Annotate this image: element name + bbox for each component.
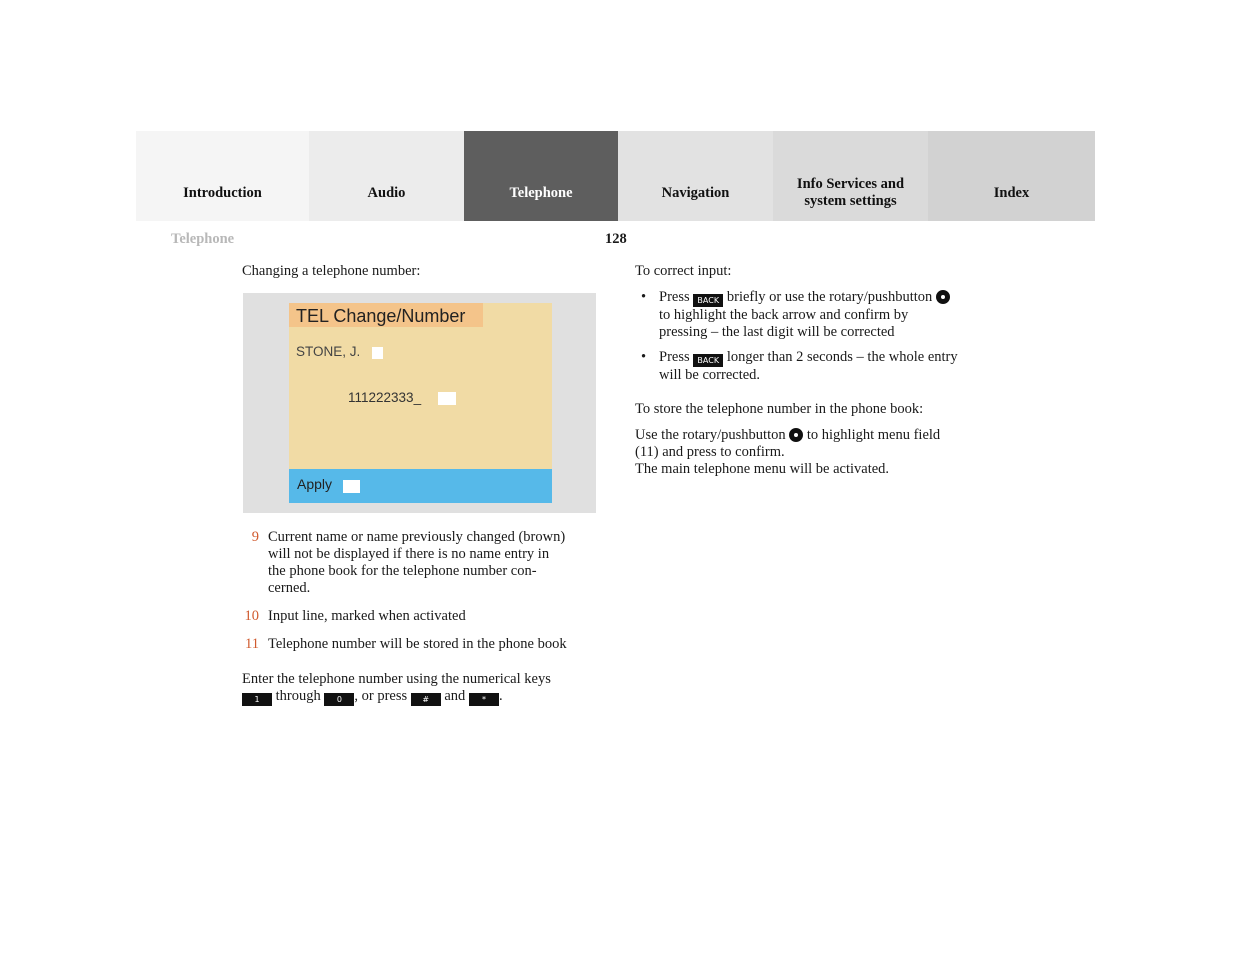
tab-label: Introduction — [183, 185, 262, 201]
enter-line1: Enter the telephone number using the numerical keys — [242, 671, 551, 687]
tab-navigation[interactable] — [618, 131, 773, 221]
enter-and: and — [444, 688, 466, 704]
screen-title: TEL Change/Number — [289, 303, 483, 327]
page-number: 128 — [605, 231, 627, 247]
tel-change-number-display — [289, 303, 552, 503]
key-hash — [411, 693, 441, 706]
use-line1-a: Use the rotary/pushbutton — [635, 427, 786, 443]
legend-text: Input line, marked when activated — [268, 608, 466, 624]
bullet-text — [659, 349, 1004, 384]
enter-or-press: , or press — [354, 688, 408, 704]
back-key — [693, 354, 723, 367]
tab-label: Audio — [367, 185, 406, 201]
section-title: Telephone — [171, 231, 235, 247]
use-line1-b: to highlight menu field — [806, 427, 941, 443]
tab-info-services[interactable] — [773, 131, 928, 221]
key-1-label: 1 — [254, 695, 260, 704]
bullet-line1-rest: longer than 2 seconds – the whole entry — [726, 349, 958, 365]
back-key-label: BACK — [697, 356, 720, 365]
left-heading: Changing a telephone number: — [242, 263, 421, 279]
apply-menu-field — [289, 469, 552, 503]
tab-telephone[interactable] — [464, 131, 618, 221]
tab-label: Info Services and system settings — [796, 176, 905, 209]
tab-index[interactable] — [928, 131, 1095, 221]
enter-through: through — [275, 688, 321, 704]
legend-text: Telephone number will be stored in the phone book — [268, 636, 567, 652]
key-star-label: * — [481, 695, 486, 704]
tab-audio[interactable] — [309, 131, 464, 221]
key-1 — [242, 693, 272, 706]
enter-instructions — [242, 671, 551, 706]
rotary-pushbutton-icon — [789, 428, 803, 442]
rotary-pushbutton-icon — [936, 290, 950, 304]
tab-introduction[interactable] — [136, 131, 309, 221]
bullet-text — [659, 289, 1004, 341]
screen-number: 111222333_ — [348, 390, 422, 405]
callout-marker-10 — [438, 392, 456, 405]
chapter-nav — [136, 131, 1095, 221]
apply-label: Apply — [297, 476, 333, 492]
store-heading: To store the telephone number in the phone book: — [635, 401, 924, 417]
callout-marker-9 — [372, 347, 383, 359]
key-0 — [324, 693, 354, 706]
tab-label: Navigation — [661, 185, 730, 201]
correct-heading: To correct input: — [635, 263, 732, 279]
bullet-line1-rest: briefly or use the rotary/pushbutton — [726, 289, 933, 305]
tab-label: Telephone — [509, 185, 573, 201]
bullet-rest: will be corrected. — [659, 367, 761, 383]
legend-text: Current name or name previously changed (brown) will not be displayed if there is no name entry in the phone book for the telephone number con- cerned. — [268, 529, 566, 596]
legend-number: 11 — [245, 636, 259, 652]
back-key-label: BACK — [697, 296, 720, 305]
bullet-press: Press — [659, 289, 690, 305]
back-key — [693, 294, 723, 307]
bullet-rest: to highlight the back arrow and confirm by pressing – the last digit will be corrected — [659, 307, 909, 340]
key-hash-label: # — [422, 695, 430, 704]
store-instructions — [635, 427, 1005, 478]
legend-number: 9 — [251, 529, 259, 545]
legend-number: 10 — [244, 608, 259, 624]
key-0-label: 0 — [336, 695, 342, 704]
tab-label: Index — [993, 185, 1030, 201]
enter-end: . — [498, 688, 503, 704]
callout-marker-11 — [343, 480, 360, 493]
display-screenshot — [243, 293, 596, 513]
screen-name: STONE, J. — [296, 344, 361, 359]
bullet: • — [641, 289, 647, 305]
bullet-press: Press — [659, 349, 690, 365]
use-rest: (11) and press to confirm. The main telephone menu will be activated. — [635, 444, 890, 477]
bullet: • — [641, 349, 647, 365]
key-star — [469, 693, 499, 706]
